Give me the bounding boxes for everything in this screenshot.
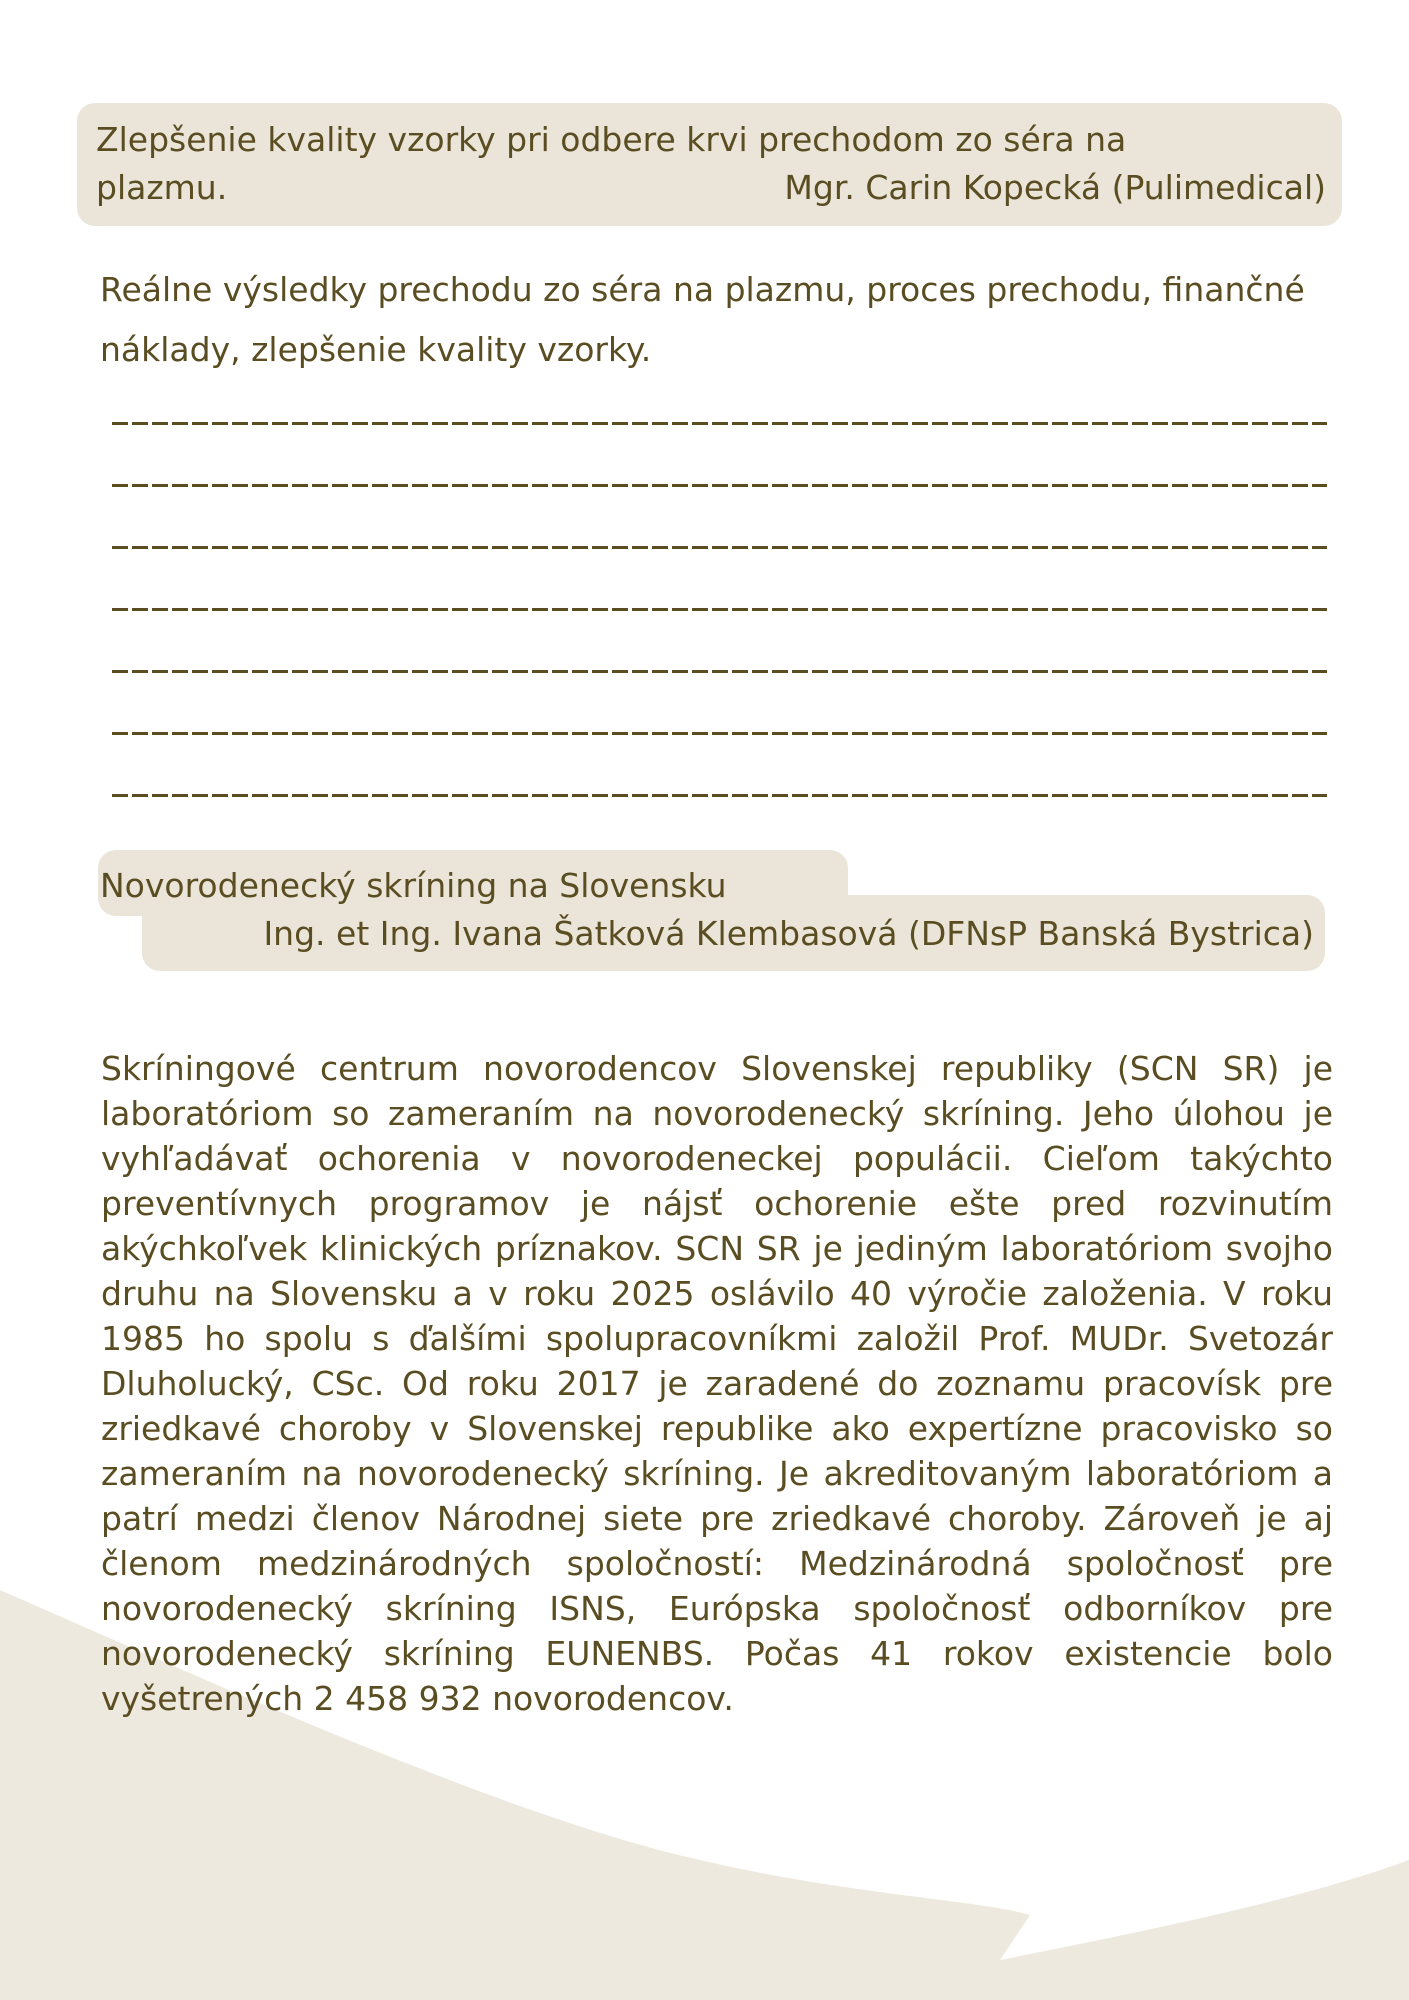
section-1-description: Reálne výsledky prechodu zo séra na plazmu, proces prechodu, finančné náklady, zlepšenie kvality vzorky. xyxy=(100,270,1305,369)
note-line xyxy=(112,464,1327,526)
note-line xyxy=(112,588,1327,650)
section-2-title: Novorodenecký skríning na Slovensku xyxy=(100,866,727,905)
note-line xyxy=(112,402,1327,464)
note-line xyxy=(112,774,1327,836)
section-1-title-continued: plazmu. xyxy=(96,168,228,207)
section-2-author: Ing. et Ing. Ivana Šatková Klembasová (DFNsP Banská Bystrica) xyxy=(263,914,1314,953)
section-1-author: Mgr. Carin Kopecká (Pulimedical) xyxy=(784,168,1326,207)
section-2-body: Skríningové centrum novorodencov Slovenskej republiky (SCN SR) je laboratóriom so zameraním na novorodenecký skríning. Jeho úlohou je vyhľadávať ochorenia v novorodeneckej populácii. Cieľom takýchto preventívnych programov je nájsť ochorenie ešte pred rozvinutím akýchkoľvek klinických príznakov. SCN SR je jediným laboratóriom svojho druhu na Slovensku a v roku 2025 oslávilo 40 výročie založenia. V roku 1985 ho spolu s ďalšími spolupracovníkmi založil Prof. MUDr. Svetozár Dluholucký, CSc. Od roku 2017 je zaradené do zoznamu pracovísk pre zriedkavé choroby v Slovenskej republike ako expertízne pracovisko so zameraním na novorodenecký skríning. Je akreditovaným laboratóriom a patrí medzi členov Národnej siete pre zriedkavé choroby. Zároveň je aj členom medzinárodných spoločností: Medzinárodná spoločnosť pre novorodenecký skríning ISNS, Európska spoločnosť odborníkov pre novorodenecký skríning EUNENBS. Počas 41 rokov existencie bolo vyšetrených 2 458 932 novorodencov. xyxy=(101,1049,1333,1718)
section-1-title: Zlepšenie kvality vzorky pri odbere krvi prechodom zo séra na xyxy=(96,120,1127,159)
note-line xyxy=(112,650,1327,712)
note-line xyxy=(112,712,1327,774)
note-line xyxy=(112,526,1327,588)
notes-lines xyxy=(112,402,1327,836)
